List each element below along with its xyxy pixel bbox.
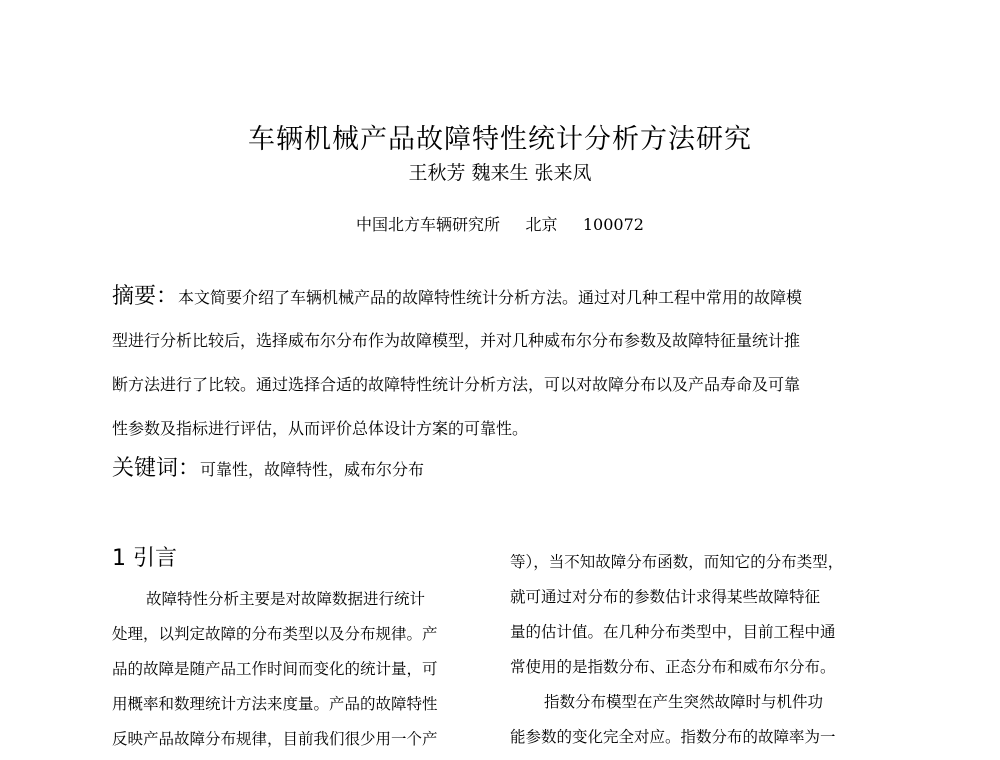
abstract bbox=[112, 279, 882, 455]
abstract-line: 断方法进行了比较。通过选择合适的故障特性统计分析方法，可以对故障分布以及产品寿命及可靠 bbox=[112, 375, 801, 394]
body-line: 就可通过对分布的参数估计求得某些故障特征 bbox=[510, 588, 821, 606]
paper-affiliation: 中国北方车辆研究所 北京 100072 bbox=[356, 215, 644, 234]
section-heading-introduction: 1 引言 bbox=[112, 546, 177, 571]
body-line: 量的估计值。在几种分布类型中，目前工程中通 bbox=[510, 623, 836, 641]
body-line: 等），当不知故障分布函数，而知它的分布类型， bbox=[510, 553, 844, 571]
abstract-line: 型进行分析比较后，选择威布尔分布作为故障模型，并对几种威布尔分布参数及故障特征量统计推 bbox=[112, 331, 801, 350]
body-line: 用概率和数理统计方法来度量。产品的故障特性 bbox=[112, 695, 438, 713]
keywords-text: 可靠性，故障特性，威布尔分布 bbox=[200, 460, 425, 479]
paper-authors: 王秋芳 魏来生 张来凤 bbox=[408, 162, 592, 184]
body-line: 反映产品故障分布规律，目前我们很少用一个产 bbox=[112, 730, 438, 748]
body-line: 常使用的是指数分布、正态分布和威布尔分布。 bbox=[510, 658, 836, 676]
keywords-label: 关键词： bbox=[112, 456, 201, 481]
abstract-line bbox=[112, 279, 882, 323]
body-line: 品的故障是随产品工作时间而变化的统计量，可 bbox=[112, 660, 438, 678]
body-line: 指数分布模型在产生突然故障时与机件功 bbox=[544, 693, 824, 711]
paper-title: 车辆机械产品故障特性统计分析方法研究 bbox=[248, 124, 752, 155]
body-line: 处理，以判定故障的分布类型以及分布规律。产 bbox=[112, 625, 438, 643]
body-line: 能参数的变化完全对应。指数分布的故障率为一 bbox=[510, 728, 836, 746]
abstract-line: 性参数及指标进行评估，从而评价总体设计方案的可靠性。 bbox=[112, 419, 529, 438]
keywords bbox=[112, 452, 424, 487]
body-column-right bbox=[510, 545, 876, 755]
body-line: 故障特性分析主要是对故障数据进行统计 bbox=[146, 590, 426, 608]
abstract-text: 本文简要介绍了车辆机械产品的故障特性统计分析方法。通过对几种工程中常用的故障模 bbox=[178, 288, 803, 307]
abstract-label: 摘要： bbox=[112, 284, 179, 309]
body-column-left bbox=[112, 582, 474, 757]
